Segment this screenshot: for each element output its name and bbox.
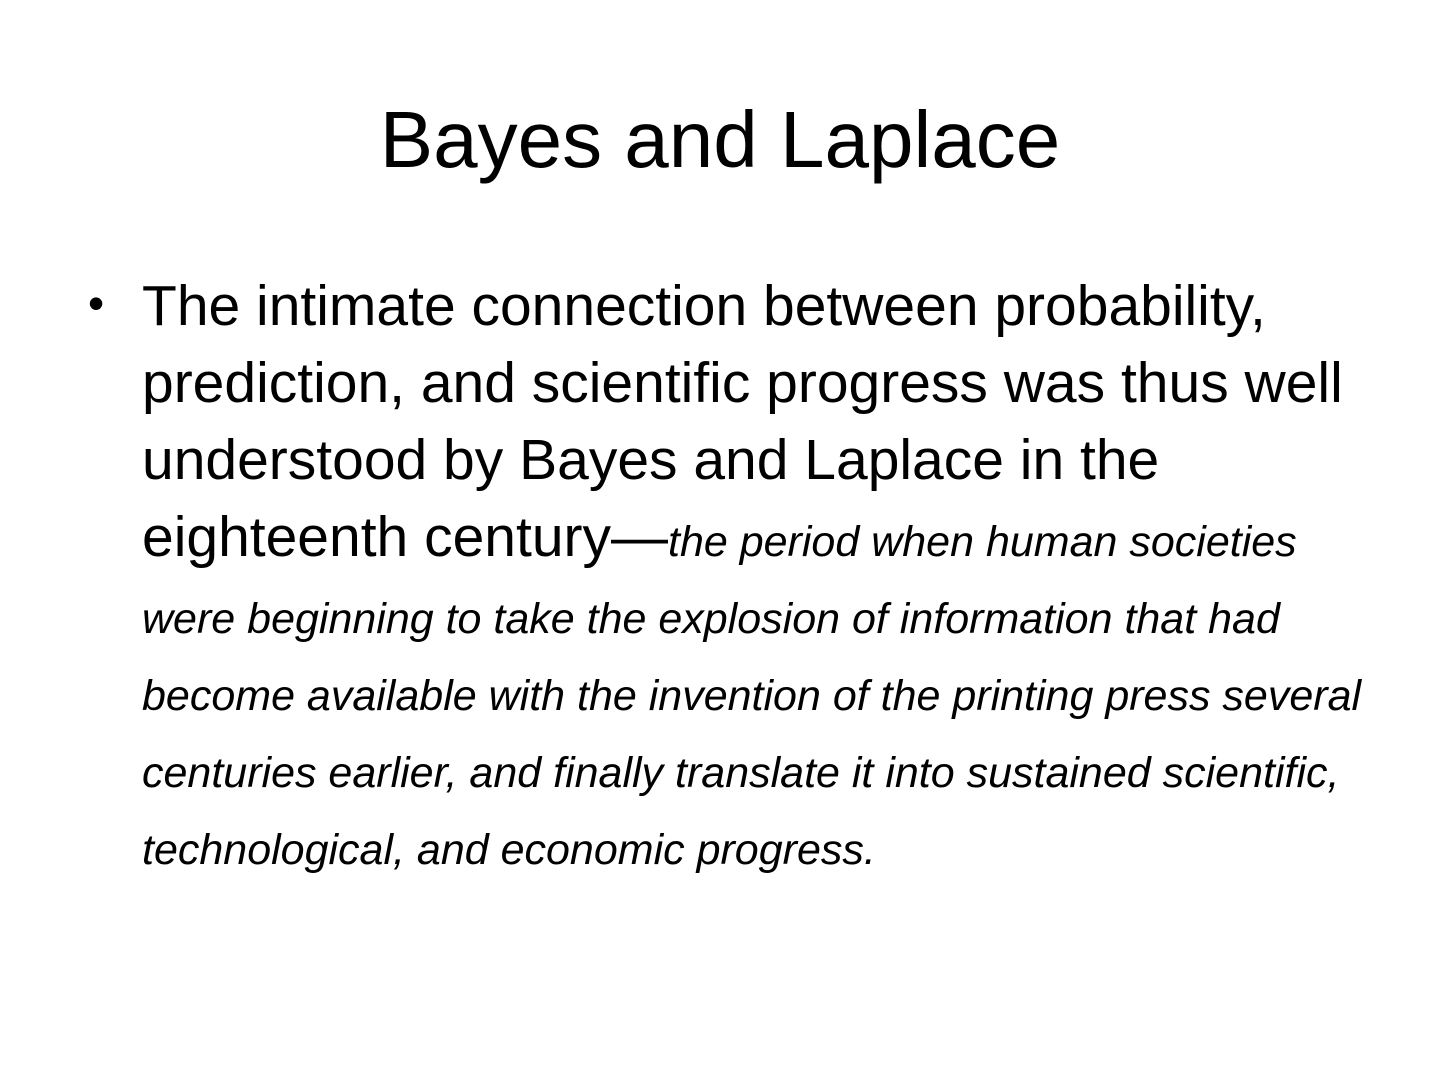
bullet-text bbox=[142, 268, 1368, 884]
slide-title: Bayes and Laplace bbox=[379, 95, 1061, 184]
bullet-list bbox=[88, 268, 1368, 884]
bullet-dot-icon: • bbox=[88, 277, 105, 329]
bullet-item bbox=[88, 268, 1368, 884]
bullet-main-text: The intimate connection between probability, prediction, and scientific progress was thus well understood by Bayes and Laplace in the eighteenth century bbox=[142, 274, 1343, 569]
em-dash: — bbox=[611, 505, 668, 569]
bullet-aside-text: the period when human societies were beginning to take the explosion of information that had become available with the invention of the printing press several centuries earlier, and finally translate it into sustained scientific, technological, and economic progress. bbox=[142, 518, 1362, 874]
